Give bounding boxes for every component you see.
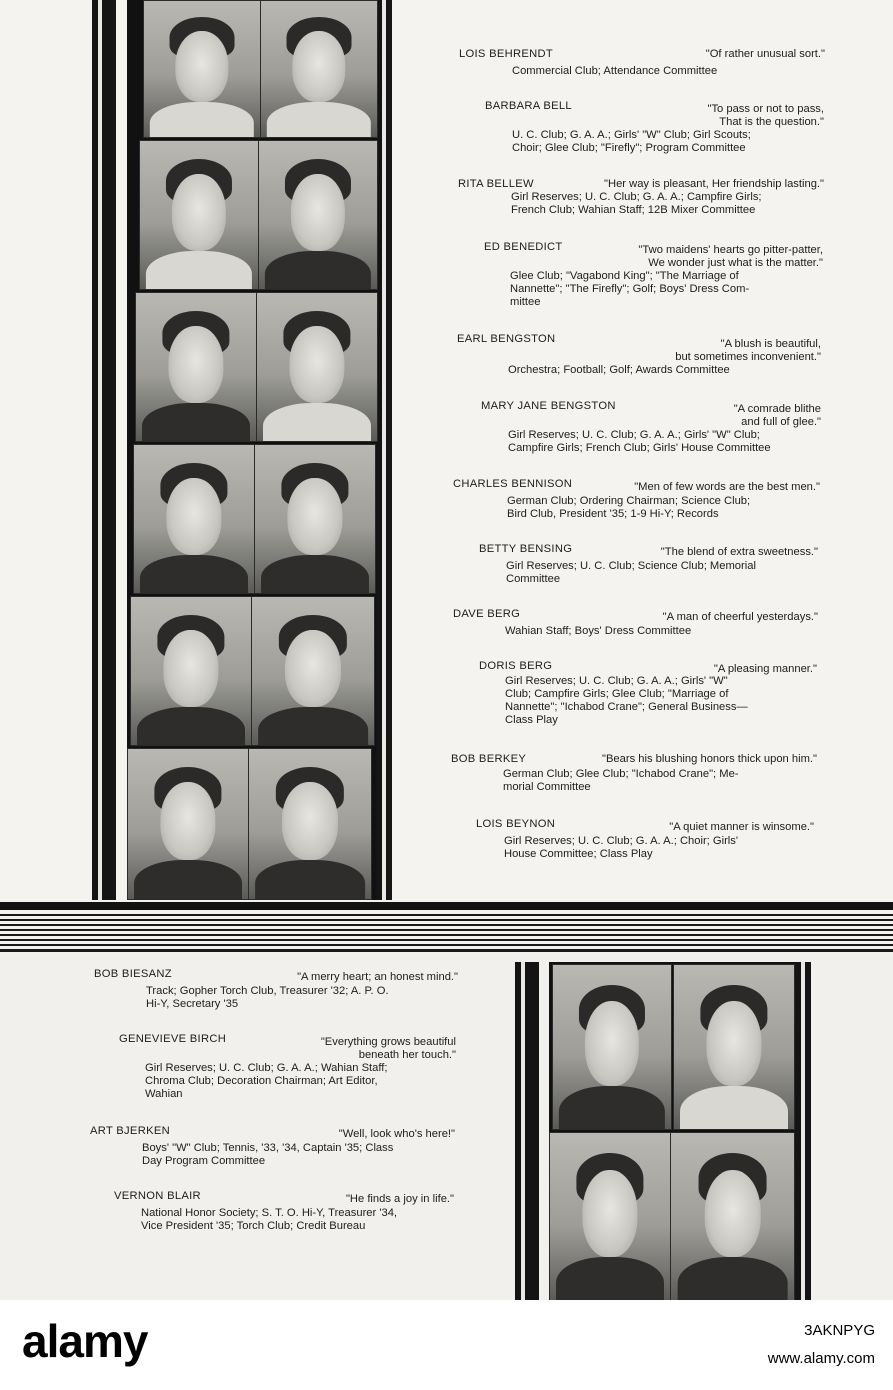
student-quote: "Well, look who's here!" <box>338 1128 455 1140</box>
student-activities: German Club; Ordering Chairman; Science Club; Bird Club, President '35; 1-9 Hi-Y; Records <box>507 495 751 520</box>
student-name: RITA BELLEW <box>458 178 534 190</box>
student-quote: "A comrade blithe and full of glee." <box>733 403 821 428</box>
student-activities: Boys' "W" Club; Tennis, '33, '34, Captain '35; Class Day Program Committee <box>142 1142 394 1167</box>
senior-entry <box>479 543 818 591</box>
student-quote: "A blush is beautiful, but sometimes inconvenient." <box>675 338 821 363</box>
portrait-photo <box>258 140 378 290</box>
student-quote: "Everything grows beautiful beneath her touch." <box>320 1036 456 1061</box>
footer-url: www.alamy.com <box>767 1350 875 1367</box>
student-name: ART BJERKEN <box>90 1125 170 1137</box>
student-name: MARY JANE BENGSTON <box>481 400 616 412</box>
student-quote: "Bears his blushing honors thick upon him." <box>601 753 817 765</box>
student-name: GENEVIEVE BIRCH <box>119 1033 227 1045</box>
portrait-grid-bottom <box>549 962 795 1300</box>
portrait-photo <box>139 140 259 290</box>
student-name: CHARLES BENNISON <box>453 478 573 490</box>
portrait-photo <box>549 1132 671 1302</box>
portrait-photo <box>552 964 672 1130</box>
senior-entry <box>94 968 458 1016</box>
student-activities: Girl Reserves; U. C. Club; G. A. A.; Wahian Staff; Chroma Club; Decoration Chairman; Art Editor, Wahian <box>145 1062 388 1100</box>
image-id: 3AKNPYG <box>804 1322 875 1339</box>
student-name: BOB BIESANZ <box>94 968 172 980</box>
student-activities: Girl Reserves; U. C. Club; G. A. A.; Choir; Girls' House Committee; Class Play <box>504 835 739 860</box>
student-name: DAVE BERG <box>453 608 521 620</box>
senior-entry <box>451 753 817 799</box>
student-quote: "Two maidens' hearts go pitter-patter, We wonder just what is the matter." <box>638 244 823 269</box>
student-name: BOB BERKEY <box>451 753 527 765</box>
portrait-photo <box>143 0 261 138</box>
senior-entry <box>453 478 820 526</box>
student-activities: U. C. Club; G. A. A.; Girls' "W" Club; Girl Scouts; Choir; Glee Club; "Firefly"; Program Committee <box>512 129 751 154</box>
student-activities: Orchestra; Football; Golf; Awards Committee <box>508 364 730 376</box>
student-name: VERNON BLAIR <box>114 1190 201 1202</box>
senior-entry <box>457 333 821 381</box>
student-quote: "He finds a joy in life." <box>345 1193 454 1205</box>
stock-footer <box>0 1300 893 1390</box>
portrait-photo <box>127 748 249 900</box>
student-activities: National Honor Society; S. T. O. Hi-Y, Treasurer '34, Vice President '35; Torch Club; Credit Bureau <box>141 1207 398 1232</box>
senior-entry <box>453 608 818 642</box>
student-activities: Track; Gopher Torch Club, Treasurer '32; A. P. O. Hi-Y, Secretary '35 <box>146 985 389 1010</box>
student-quote: "A merry heart; an honest mind." <box>297 971 458 983</box>
student-activities: Glee Club; "Vagabond King"; "The Marriage of Nannette"; "The Firefly"; Golf; Boys' Dress Com- mittee <box>510 270 750 308</box>
portrait-photo <box>256 292 378 442</box>
student-name: LOIS BEHRENDT <box>459 48 554 60</box>
student-quote: "Of rather unusual sort." <box>705 48 825 60</box>
senior-entry <box>90 1125 455 1171</box>
portrait-photo <box>670 1132 795 1302</box>
section-divider <box>0 900 893 955</box>
student-quote: "A man of cheerful yesterdays." <box>662 611 818 623</box>
student-name: DORIS BERG <box>479 660 553 672</box>
student-activities: Commercial Club; Attendance Committee <box>512 65 718 77</box>
student-activities: Girl Reserves; U. C. Club; Science Club; Memorial Committee <box>506 560 756 585</box>
senior-entry <box>458 178 824 226</box>
senior-entry <box>484 241 823 315</box>
portrait-photo <box>254 444 376 594</box>
student-quote: "Men of few words are the best men." <box>634 481 820 493</box>
senior-entry <box>476 818 814 866</box>
student-quote: "A pleasing manner." <box>713 663 817 675</box>
student-name: BARBARA BELL <box>485 100 572 112</box>
student-quote: "Her way is pleasant, Her friendship lasting." <box>604 178 824 190</box>
student-quote: "The blend of extra sweetness." <box>660 546 818 558</box>
student-name: ED BENEDICT <box>484 241 563 253</box>
student-activities: Girl Reserves; U. C. Club; G. A. A.; Girls' "W" Club; Campfire Girls; Glee Club; "Marriage of Nannette"; "Ichabod Crane"; General Business— Class Play <box>505 675 748 726</box>
portrait-photo <box>135 292 257 442</box>
student-quote: "A quiet manner is winsome." <box>669 821 814 833</box>
portrait-photo <box>130 596 252 746</box>
senior-entry <box>479 660 817 734</box>
portrait-grid-top <box>127 0 376 900</box>
portrait-photo <box>133 444 255 594</box>
portrait-photo <box>260 0 378 138</box>
senior-entry <box>481 400 821 462</box>
portrait-photo <box>248 748 372 900</box>
student-activities: German Club; Glee Club; "Ichabod Crane"; Me- morial Committee <box>503 768 739 793</box>
student-name: BETTY BENSING <box>479 543 573 555</box>
portrait-photo <box>251 596 375 746</box>
student-name: LOIS BEYNON <box>476 818 556 830</box>
student-activities: Girl Reserves; U. C. Club; G. A. A.; Girls' "W" Club; Campfire Girls; French Club; Girls' House Committee <box>508 429 771 454</box>
senior-entry <box>459 48 825 78</box>
alamy-logo: alamy <box>22 1315 148 1367</box>
senior-entry <box>119 1033 456 1103</box>
senior-entry <box>114 1190 454 1236</box>
student-quote: "To pass or not to pass, That is the question." <box>707 103 824 128</box>
student-activities: Wahian Staff; Boys' Dress Committee <box>505 625 692 637</box>
student-name: EARL BENGSTON <box>457 333 556 345</box>
student-activities: Girl Reserves; U. C. Club; G. A. A.; Campfire Girls; French Club; Wahian Staff; 12B Mixer Committee <box>511 191 762 216</box>
senior-entry <box>485 100 824 160</box>
portrait-photo <box>673 964 795 1130</box>
